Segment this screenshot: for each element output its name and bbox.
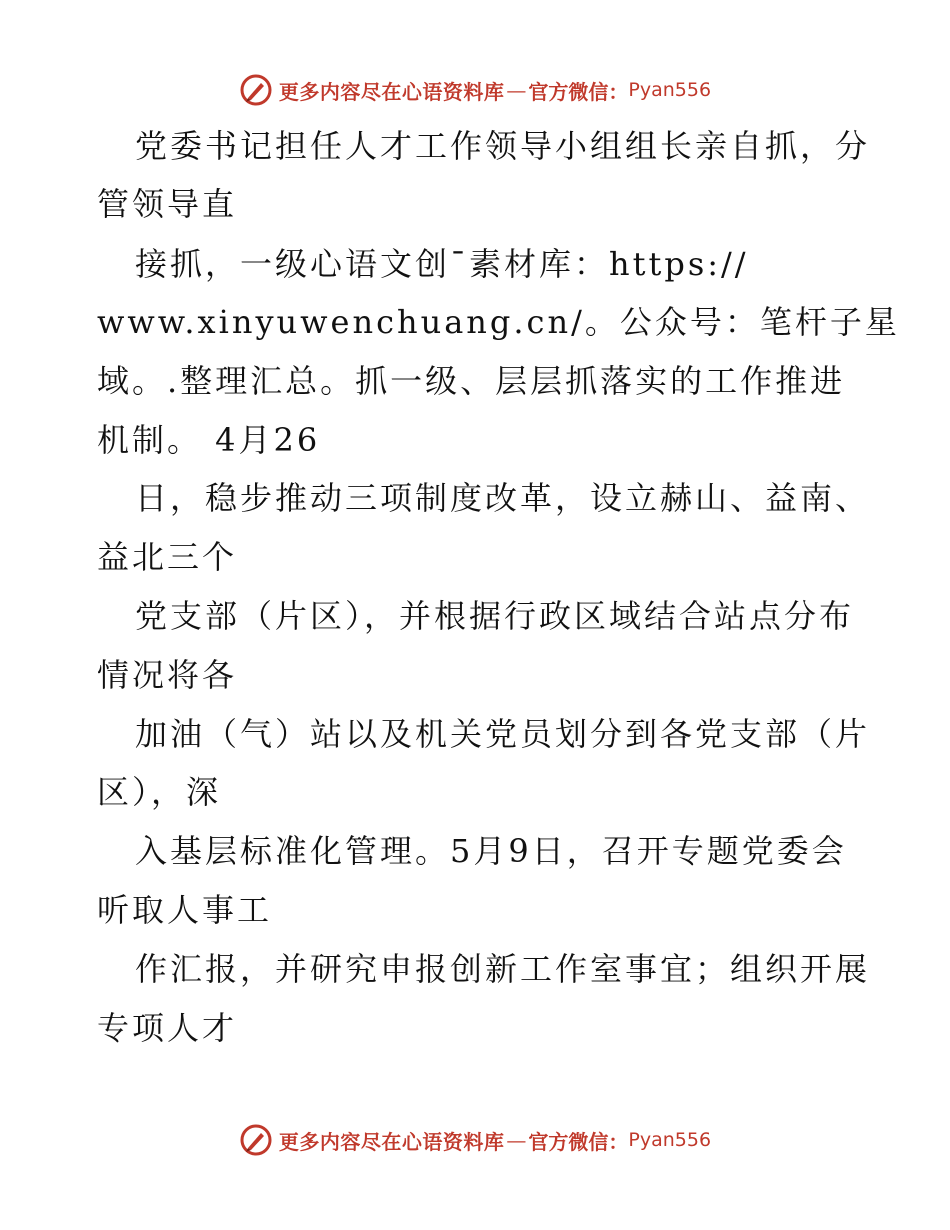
footer-watermark <box>0 1120 950 1160</box>
text-line: 机制。 4月26 <box>97 421 321 459</box>
header-dash: — <box>506 78 527 102</box>
text-line: 区），深 <box>97 773 222 811</box>
header-brand-text: 更多内容尽在心语资料库 <box>278 79 505 104</box>
pen-logo-icon <box>239 73 273 107</box>
text-line: 加油（气）站以及机关党员划分到各党支部（片 <box>135 715 871 753</box>
pen-logo-icon <box>239 1123 273 1157</box>
text-line: 接抓，一级心语文创¯素材库：https:// <box>135 245 749 283</box>
text-line: 专项人才 <box>97 1009 238 1047</box>
text-line: 益北三个 <box>97 538 238 576</box>
text-line: 党支部（片区），并根据行政区域结合站点分布 <box>135 597 855 635</box>
footer-contact-label: 官方微信： <box>528 1129 629 1154</box>
header-contact-label: 官方微信： <box>528 79 629 104</box>
header-contact-id: Pyan556 <box>628 79 712 101</box>
text-line: 情况将各 <box>97 656 238 694</box>
text-line: 域。.整理汇总。抓一级、层层抓落实的工作推进 <box>97 362 846 400</box>
text-line: 党委书记担任人才工作领导小组组长亲自抓，分 <box>135 127 871 165</box>
text-line: 入基层标准化管理。5月9日，召开专题党委会 <box>135 832 847 870</box>
header-watermark <box>0 70 950 110</box>
text-line: 听取人事工 <box>97 891 273 929</box>
text-line: 管领导直 <box>97 185 238 223</box>
footer-contact-id: Pyan556 <box>628 1129 712 1151</box>
text-line: www.xinyuwenchuang.cn/。公众号：笔杆子星 <box>97 303 900 341</box>
footer-brand-text: 更多内容尽在心语资料库 <box>278 1129 505 1154</box>
text-line: 日，稳步推动三项制度改革，设立赫山、益南、 <box>135 479 871 517</box>
text-line: 作汇报，并研究申报创新工作室事宜；组织开展 <box>135 950 871 988</box>
footer-dash: — <box>506 1128 527 1152</box>
